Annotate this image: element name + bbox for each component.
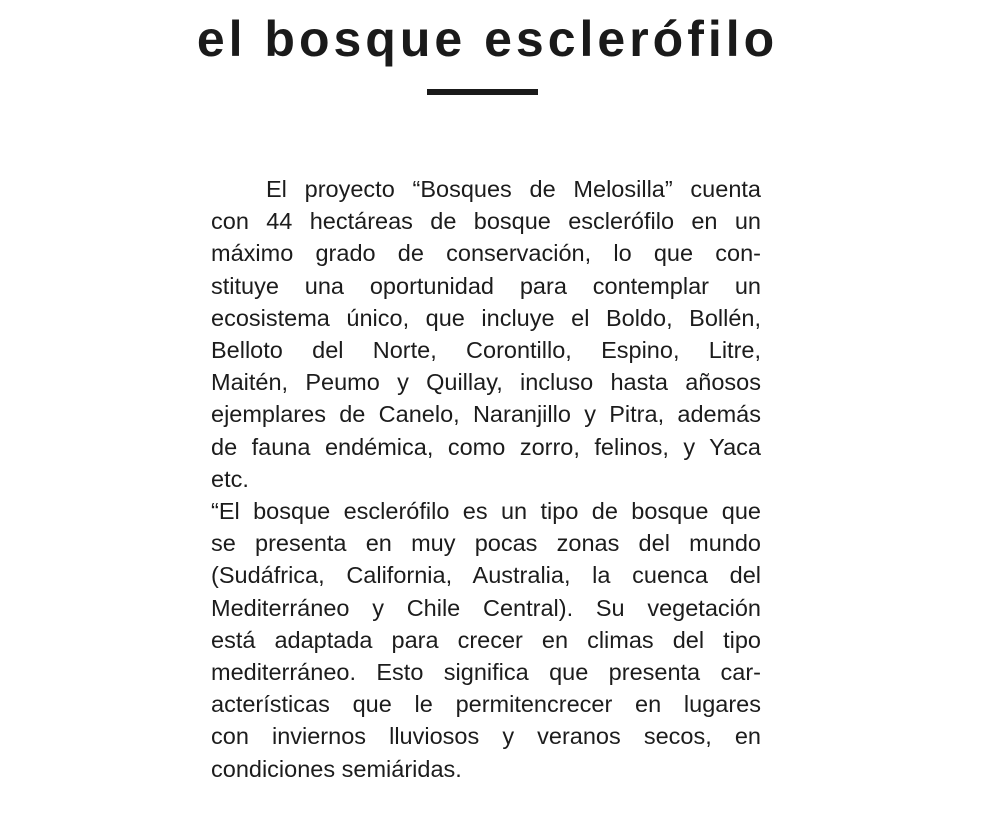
text-line: stituye una oportunidad para contemplar un [211,272,761,299]
text-line: ecosistema único, que incluye el Boldo, Bollén, [211,304,761,331]
text-line: (Sudáfrica, California, Australia, la cuenca del [211,562,761,589]
text-line: etc. [211,465,249,492]
text-line: ejemplares de Canelo, Naranjillo y Pitra, además [211,401,761,428]
text-line: mediterráneo. Esto significa que presenta car- [211,659,761,686]
text-line: con inviernos lluviosos y veranos secos, en [211,723,761,750]
text-line: está adaptada para crecer en climas del tipo [211,626,761,653]
text-line: condiciones semiáridas. [211,755,462,782]
text-line: acterísticas que le permitencrecer en lugares [211,691,761,718]
text-line: “El bosque esclerófilo es un tipo de bosque que [211,498,761,525]
text-line: se presenta en muy pocas zonas del mundo [211,530,761,557]
text-line: El proyecto “Bosques de Melosilla” cuenta [266,176,761,202]
text-line: Mediterráneo y Chile Central). Su vegetación [211,594,761,621]
page-title: el bosque esclerófilo [196,11,779,67]
text-line: Maitén, Peumo y Quillay, incluso hasta añosos [211,369,761,396]
paragraph-intro [211,173,761,495]
text-line: Belloto del Norte, Corontillo, Espino, Litre, [211,337,761,364]
text-line: de fauna endémica, como zorro, felinos, y Yaca [211,433,761,460]
text-line: máximo grado de conservación, lo que con- [211,240,761,267]
title-underline-divider [427,89,538,95]
article-body [211,173,761,785]
text-line: con 44 hectáreas de bosque esclerófilo en un [211,208,761,235]
paragraph-definition-quote [211,495,761,785]
